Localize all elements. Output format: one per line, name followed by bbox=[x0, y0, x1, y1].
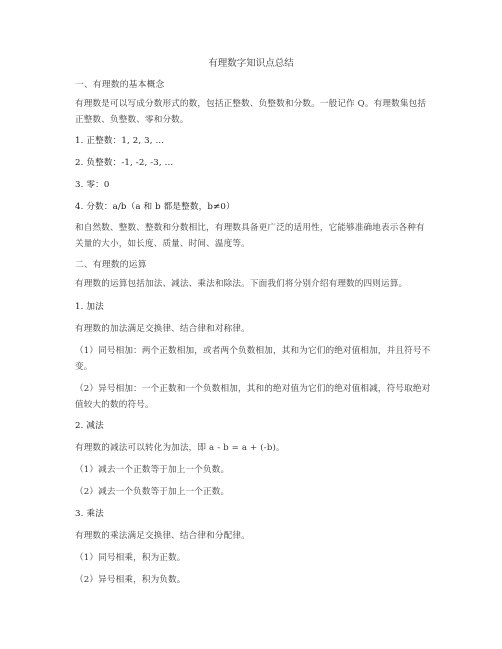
paragraph-subtract-negative: （2）减去一个负数等于加上一个正数。 bbox=[75, 487, 230, 497]
subheading-multiplication: 3. 乘法 bbox=[75, 509, 104, 519]
paragraph-operations-intro: 有理数的运算包括加法、减法、乘法和除法。下面我们将分别介绍有理数的四则运算。 bbox=[75, 279, 408, 289]
list-item-fractions: 4. 分数：a/b（a 和 b 都是整数，b≠0） bbox=[75, 202, 235, 212]
paragraph-same-sign-addition: （1）同号相加：两个正数相加，或者两个负数相加，其和为它们的绝对值相加，并且符号不变。 bbox=[75, 346, 431, 372]
document-title: 有理数字知识点总结 bbox=[208, 58, 294, 69]
section-heading-basic-concepts: 一、有理数的基本概念 bbox=[75, 80, 165, 90]
paragraph-same-sign-multiplication: （1）同号相乘，积为正数。 bbox=[75, 553, 186, 563]
list-item-positive-integers: 1. 正整数：1, 2, 3, ... bbox=[75, 136, 165, 146]
paragraph-different-sign-multiplication: （2）异号相乘，积为负数。 bbox=[75, 575, 186, 585]
list-item-zero: 3. 零：0 bbox=[75, 180, 110, 190]
subheading-subtraction: 2. 减法 bbox=[75, 421, 104, 431]
paragraph-multiplication-laws: 有理数的乘法满足交换律、结合律和分配律。 bbox=[75, 531, 250, 541]
section-heading-operations: 二、有理数的运算 bbox=[75, 260, 147, 270]
paragraph-definition: 有理数是可以写成分数形式的数，包括正整数、负整数和分数。一般记作 Q。有理数集包括正整数、负整数、零和分数。 bbox=[75, 99, 427, 125]
paragraph-addition-laws: 有理数的加法满足交换律、结合律和对称律。 bbox=[75, 324, 250, 334]
subheading-addition: 1. 加法 bbox=[75, 302, 104, 312]
paragraph-subtract-positive: （1）减去一个正数等于加上一个负数。 bbox=[75, 465, 230, 475]
paragraph-applicability: 和自然数、整数、整数和分数相比，有理数具备更广泛的适用性，它能够准确地表示各种有关量的大小，如长度、质量、时间、温度等。 bbox=[75, 223, 425, 249]
paragraph-different-sign-addition: （2）异号相加：一个正数和一个负数相加，其和的绝对值为它们的绝对值相减，符号取绝对值较大的数的符号。 bbox=[75, 384, 431, 410]
paragraph-subtraction-rule: 有理数的减法可以转化为加法，即 a - b = a + (-b)。 bbox=[75, 443, 285, 453]
list-item-negative-integers: 2. 负整数：-1, -2, -3, ... bbox=[75, 158, 174, 168]
